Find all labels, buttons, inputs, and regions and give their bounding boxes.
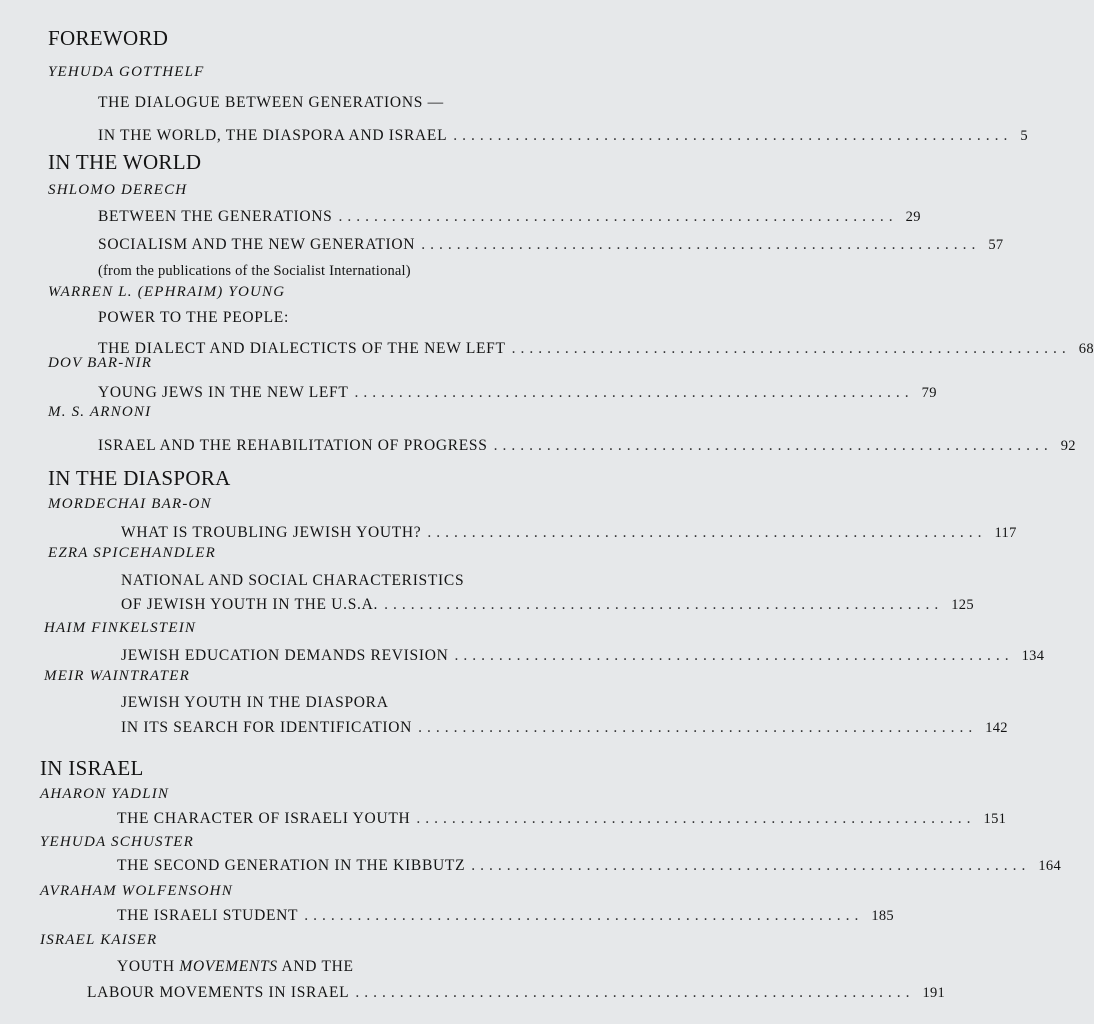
page-number: 185 (871, 908, 894, 924)
dot-leader: ............................................................... (421, 236, 981, 253)
page-number: 57 (988, 237, 1004, 253)
toc-entry-young-jews-new-left (98, 384, 937, 402)
entry-title: WHAT IS TROUBLING JEWISH YOUTH? (121, 524, 422, 541)
author-yehuda-gotthelf: YEHUDA GOTTHELF (48, 64, 205, 80)
dot-leader: ............................................................... (338, 208, 898, 225)
page-number: 5 (1020, 128, 1028, 144)
toc-entry-socialism (98, 236, 1004, 254)
page-number: 134 (1021, 648, 1045, 664)
author-shlomo-derech: SHLOMO DERECH (48, 182, 188, 198)
page-number: 191 (922, 985, 946, 1001)
author-israel-kaiser: ISRAEL KAISER (40, 932, 158, 948)
entry-title: YOUNG JEWS IN THE NEW LEFT (98, 384, 349, 401)
dot-leader: ............................................................... (511, 340, 1071, 357)
toc-entry-youth-movements (87, 984, 946, 1002)
toc-entry-jewish-education (121, 647, 1045, 665)
dot-leader: ............................................................... (416, 810, 976, 827)
toc-entry-between-generations (98, 208, 921, 226)
entry-title: POWER TO THE PEOPLE: (98, 309, 289, 326)
toc-entry-search-for-identification (121, 719, 1008, 737)
section-heading-world: IN THE WORLD (48, 150, 202, 174)
author-meir-waintrater: MEIR WAINTRATER (44, 668, 190, 684)
page-number: 164 (1038, 858, 1062, 874)
author-warren-young: WARREN L. (EPHRAIM) YOUNG (48, 284, 286, 300)
entry-title: IN THE WORLD, THE DIASPORA AND ISRAEL (98, 127, 448, 144)
author-m-s-arnoni: M. S. ARNONI (48, 404, 152, 420)
entry-title: OF JEWISH YOUTH IN THE U.S.A. (121, 596, 379, 613)
entry-title: ISRAEL AND THE REHABILITATION OF PROGRESS (98, 437, 488, 454)
author-dov-bar-nir: DOV BAR-NIR (48, 355, 153, 371)
page-number: 125 (951, 597, 974, 613)
entry-title: NATIONAL AND SOCIAL CHARACTERISTICS (121, 572, 465, 589)
entry-title-part-italic (179, 958, 277, 976)
author-haim-finkelstein: HAIM FINKELSTEIN (44, 620, 197, 636)
entry-title-line (117, 958, 587, 976)
dot-leader: ............................................................... (454, 647, 1014, 664)
entry-title: BETWEEN THE GENERATIONS (98, 208, 333, 225)
page-number: 68 (1078, 341, 1094, 357)
entry-title-line (98, 309, 588, 327)
entry-title-line (121, 572, 591, 590)
author-ezra-spicehandler: EZRA SPICEHANDLER (48, 545, 217, 561)
dot-leader: ............................................................... (355, 984, 915, 1001)
dot-leader: ............................................................... (354, 384, 914, 401)
page-number: 29 (905, 209, 921, 225)
entry-title: IN ITS SEARCH FOR IDENTIFICATION (121, 719, 413, 736)
toc-entry-rehabilitation-of-progress (98, 437, 1076, 455)
author-mordechai-bar-on: MORDECHAI BAR-ON (48, 496, 212, 512)
page-number: 117 (994, 525, 1017, 541)
entry-title: LABOUR MOVEMENTS IN ISRAEL (87, 984, 350, 1001)
author-yehuda-schuster: YEHUDA SCHUSTER (40, 834, 194, 850)
section-heading-diaspora: IN THE DIASPORA (48, 466, 231, 490)
entry-title: JEWISH EDUCATION DEMANDS REVISION (121, 647, 449, 664)
author-avraham-wolfensohn: AVRAHAM WOLFENSOHN (40, 883, 233, 899)
entry-title: JEWISH YOUTH IN THE DIASPORA (121, 694, 389, 711)
dot-leader: ............................................................... (418, 719, 978, 736)
toc-entry-character-of-israeli-youth (117, 810, 1007, 828)
toc-entry-national-social-characteristics (121, 596, 974, 614)
toc-entry-dialogue (98, 127, 1028, 145)
entry-title: THE SECOND GENERATION IN THE KIBBUTZ (117, 857, 466, 874)
entry-title-line (121, 694, 591, 712)
page-number: 151 (983, 811, 1007, 827)
section-heading-israel: IN ISRAEL (40, 756, 144, 780)
page-number: 142 (985, 720, 1008, 736)
entry-title-line (98, 94, 588, 112)
dot-leader: ............................................................... (471, 857, 1031, 874)
toc-entry-troubling-jewish-youth (121, 524, 1017, 542)
entry-title: THE DIALECT AND DIALECTICTS OF THE NEW LEFT (98, 340, 506, 357)
entry-title: THE DIALOGUE BETWEEN GENERATIONS — (98, 94, 444, 111)
dot-leader: ............................................................... (384, 596, 944, 613)
section-heading-foreword: FOREWORD (48, 26, 169, 50)
toc-entry-israeli-student (117, 907, 894, 925)
entry-title: SOCIALISM AND THE NEW GENERATION (98, 236, 416, 253)
publication-note: (from the publications of the Socialist International) (98, 263, 411, 279)
entry-title-part: YOUTH (117, 958, 180, 975)
page-number: 92 (1060, 438, 1076, 454)
toc-entry-second-generation-kibbutz (117, 857, 1062, 875)
author-aharon-yadlin: AHARON YADLIN (40, 786, 170, 802)
toc-entry-power-to-people (98, 340, 1094, 358)
dot-leader: ............................................................... (453, 127, 1013, 144)
italic-word: MOVEMENTS (179, 958, 278, 975)
page-number: 79 (921, 385, 937, 401)
dot-leader: ............................................................... (304, 907, 864, 924)
dot-leader: ............................................................... (427, 524, 987, 541)
entry-title: THE ISRAELI STUDENT (117, 907, 299, 924)
entry-title: THE CHARACTER OF ISRAELI YOUTH (117, 810, 411, 827)
entry-title-part: AND THE (277, 958, 354, 975)
dot-leader: ............................................................... (493, 437, 1053, 454)
